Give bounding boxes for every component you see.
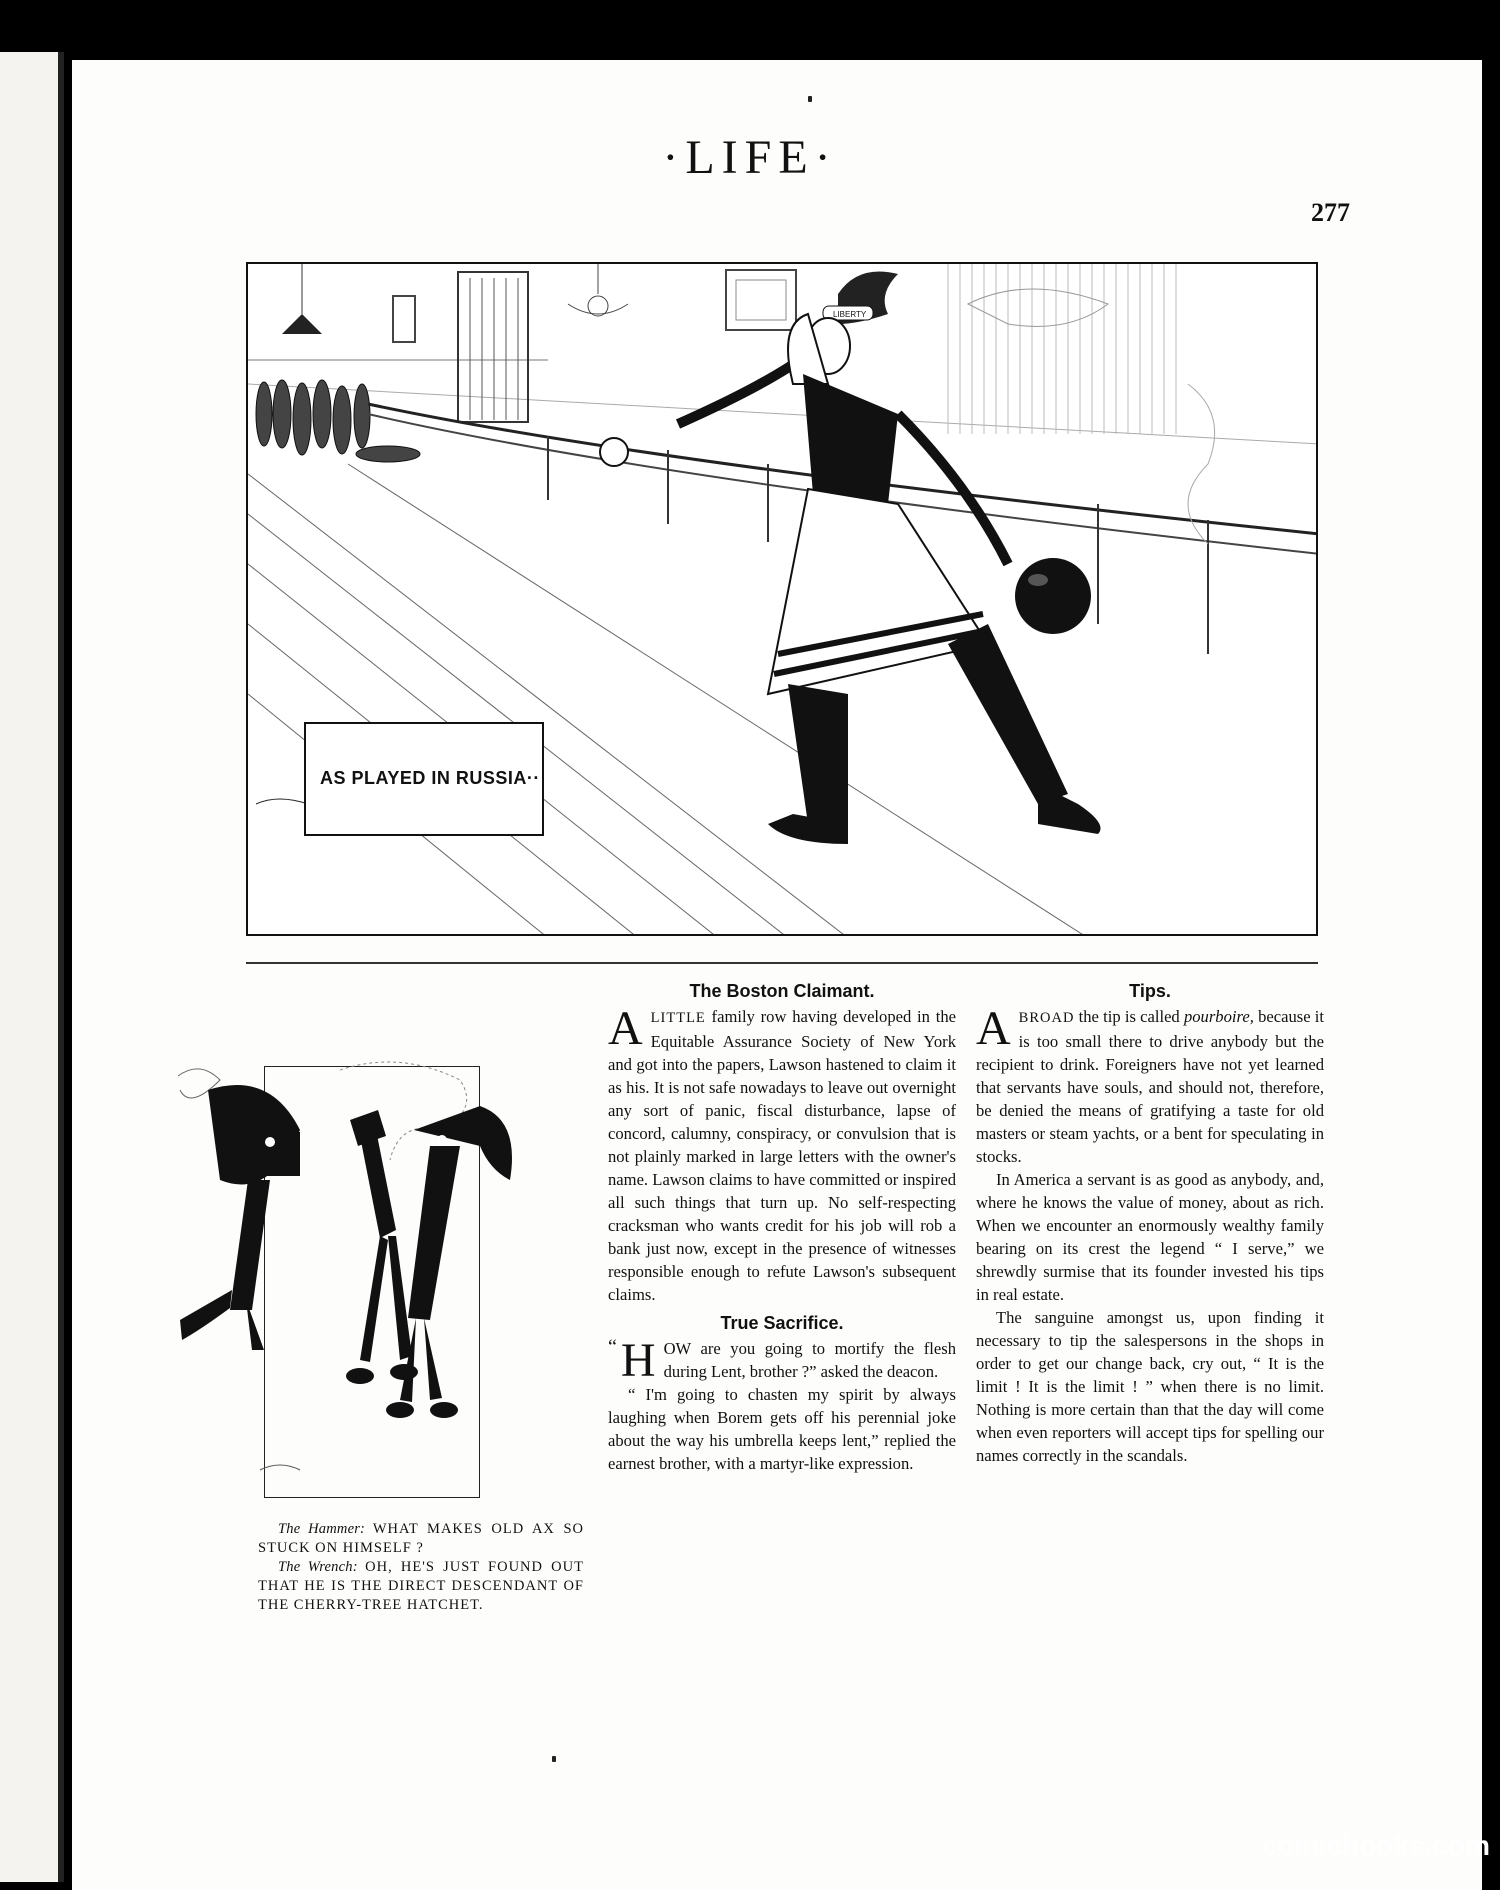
- speaker-hammer: The Hammer:: [278, 1521, 366, 1537]
- dropcap: H: [620, 1334, 656, 1387]
- tips-p1-a: the tip is called: [1074, 1007, 1184, 1026]
- article-title-sacrifice: True Sacrifice.: [720, 1313, 844, 1333]
- masthead: ·LIFE·: [662, 131, 838, 184]
- article-title-boston: The Boston Claimant.: [689, 981, 875, 1001]
- hammer-line: WHAT MAKES OLD AX SO STUCK ON HIMSELF ?: [258, 1521, 584, 1556]
- bowling-cartoon: [246, 262, 1318, 936]
- tips-p1-b: because it is too small there to drive anybody but the recipient to drink. Foreigners have not yet learned that servants have souls, and should not, therefore, be denied the means of gratifying a taste for old masters or steam yachts, or a bent for speculating in stocks.: [976, 1007, 1325, 1166]
- article-column-right: [976, 980, 1324, 1467]
- tips-p3: The sanguine amongst us, upon finding it necessary to tip the salespersons in the shops in order to get our change back, cry out, “ It is the limit ! It is the limit ! ” when there is no limit. Nothing is more certain than that the day will come when even reporters will accept tips for spelling our names correctly in the scandals.: [976, 1308, 1324, 1465]
- print-dot: [552, 1756, 556, 1762]
- lead-word: LITTLE: [650, 1010, 706, 1026]
- page-number: 277: [1311, 198, 1350, 227]
- open-quote: “: [608, 1336, 617, 1358]
- caption-box: [304, 722, 544, 836]
- tools-caption: [258, 1520, 584, 1615]
- facing-page-edge: [0, 52, 60, 1882]
- article-title-tips: Tips.: [1129, 981, 1171, 1001]
- dropcap: A: [976, 1002, 1011, 1055]
- article-column-middle: [608, 980, 956, 1475]
- article-body-boston: family row having developed in the Equitable Assurance Society of New York and got into the papers, Lawson hastened to claim it as his. It is not safe nowadays to leave out overnight any sort of panic, fiscal disturbance, lapse of concord, calumny, conspiracy, or convulsion that is not plainly marked in large letters with the owner's name. Lawson claims to have committed or inspired all such things that turn up. No self-respecting cracksman who wants credit for his job will rob a bank just now, except in the presence of witnesses responsible enough to refute Lawson's subsequent claims.: [608, 1007, 956, 1304]
- watermark: comicbooks.com: [1261, 1830, 1490, 1861]
- cartoon-caption: AS PLAYED IN RUSSIA··: [320, 768, 540, 788]
- print-dot: [808, 96, 812, 102]
- lead-word: BROAD: [1018, 1010, 1075, 1026]
- wrench-line: OH, HE'S JUST FOUND OUT THAT HE IS THE DIRECT DESCENDANT OF THE CHERRY-TREE HATCHET.: [258, 1559, 584, 1613]
- page-gutter: [58, 52, 64, 1882]
- hammer-handle: [408, 1146, 460, 1320]
- wrench: [360, 1130, 396, 1238]
- dropcap: A: [608, 1002, 643, 1055]
- article-body-sacrifice-2: “ I'm going to chasten my spirit by always laughing when Borem gets off his perennial joke about the way his umbrella keeps lent,” replied the earnest brother, with a martyr-like expression.: [608, 1385, 956, 1473]
- tips-p1-italic: pourboire,: [1183, 1007, 1254, 1026]
- section-rule: [246, 962, 1318, 964]
- tools-illustration: [160, 1050, 600, 1510]
- cap-lettering: LIBERTY: [833, 310, 867, 319]
- tips-p2: In America a servant is as good as anybody, and, where he knows the value of money, about as rich. When we encounter an enormously wealthy family bearing on its crest the legend “ I serve,” we shrewdly surmise that its founder invested his tips in real estate.: [976, 1170, 1324, 1304]
- speaker-wrench: The Wrench:: [278, 1559, 358, 1575]
- ax-handle: [230, 1180, 270, 1310]
- article-body-sacrifice-1: OW are you going to mortify the flesh during Lent, brother ?” asked the deacon.: [663, 1339, 956, 1381]
